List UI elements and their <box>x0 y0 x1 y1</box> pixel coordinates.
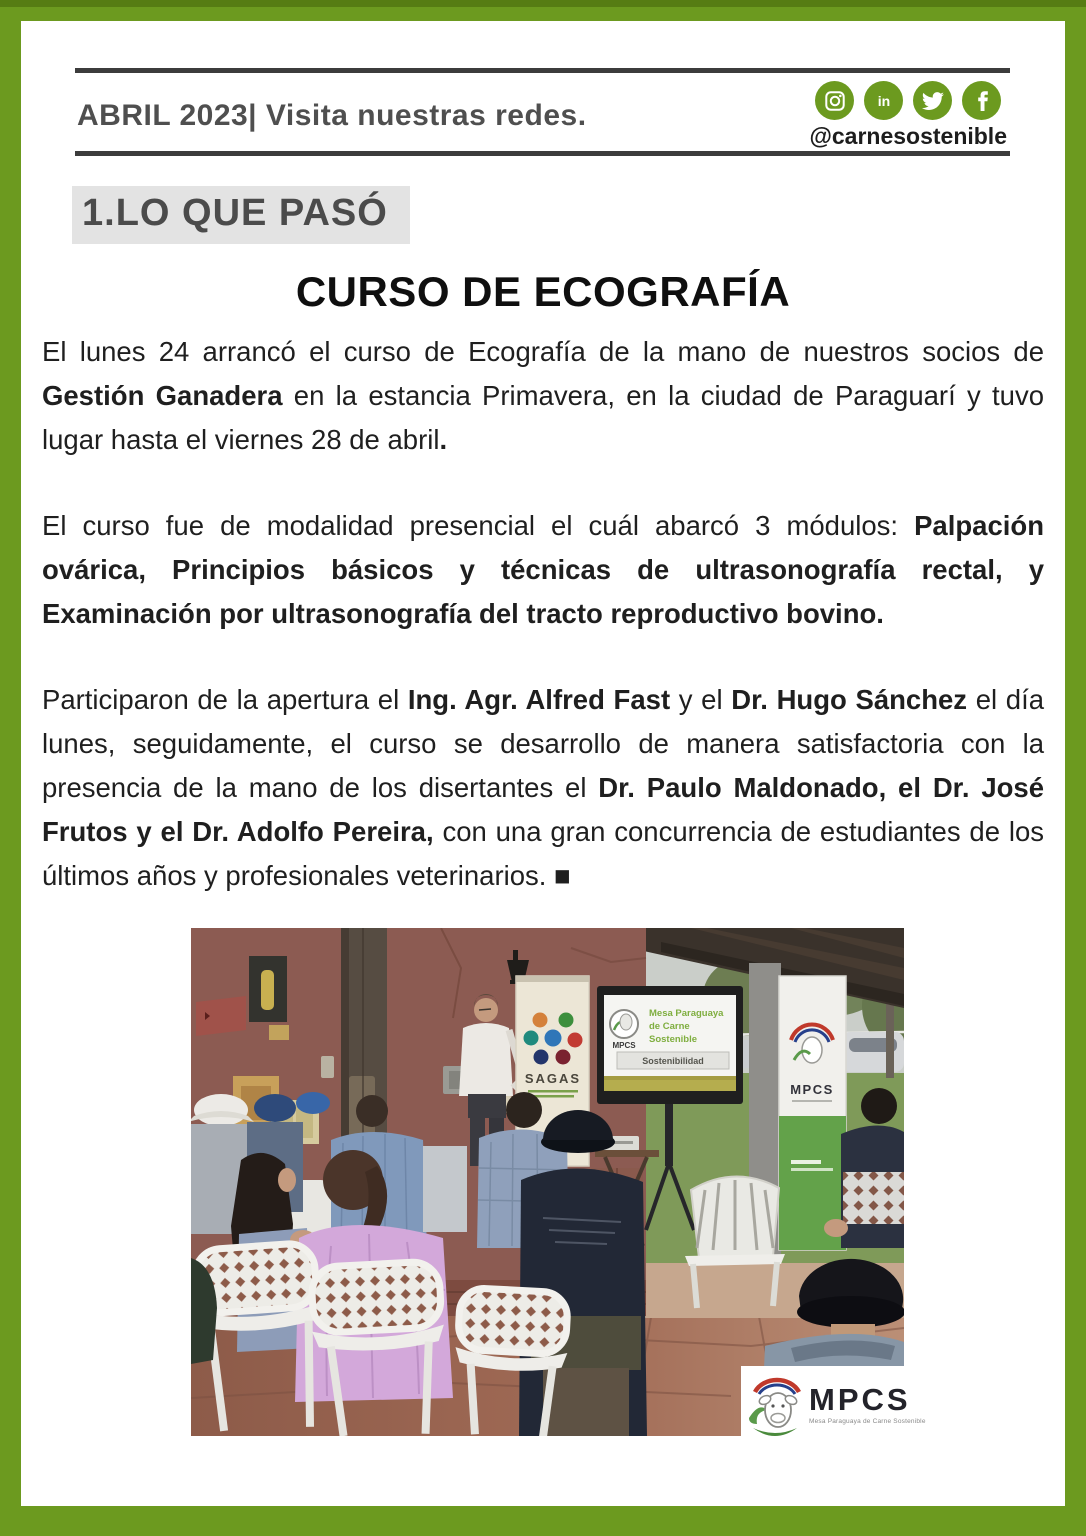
facebook-icon[interactable] <box>962 81 1001 120</box>
mpcs-badge-tagline: Mesa Paraguaya de Carne Sostenible <box>809 1418 926 1425</box>
svg-text:Mesa Paraguaya: Mesa Paraguaya <box>649 1008 724 1019</box>
slide-logo-label: MPCS <box>612 1041 636 1050</box>
header-rule-bottom <box>75 151 1010 156</box>
event-photo <box>191 928 926 1436</box>
slide-logo <box>610 1010 638 1050</box>
social-handle: @carnesostenible <box>809 123 1007 149</box>
mpcs-cow-logo <box>745 1370 807 1440</box>
sagas-banner-label: SAGAS <box>524 1071 582 1086</box>
slide-label: Sostenibilidad <box>642 1056 704 1066</box>
svg-text:de Carne: de Carne <box>649 1021 690 1032</box>
article-title: CURSO DE ECOGRAFÍA <box>295 268 791 315</box>
social-icons <box>815 81 1001 120</box>
social-block <box>809 81 1007 150</box>
mpcs-badge-label: MPCS <box>809 1382 911 1417</box>
svg-text:Sostenible: Sostenible <box>649 1034 698 1045</box>
paragraph-3: Participaron de la apertura el Ing. Agr. Alfred Fast y el Dr. Hugo Sánchez el día lunes, seguidamente, el curso se desarrollo de manera satisfactoria con la presencia de la mano de los disertantes el Dr. Paulo Maldonado, el Dr. José Frutos y el Dr. Adolfo Pereira, con una gran concurrencia de estudiantes de los últimos años y profesionales veterinarios. ■ <box>42 684 1045 891</box>
frame-top-accent <box>0 0 1086 7</box>
svg-text:in: in <box>877 92 890 109</box>
mpcs-banner-label: MPCS <box>790 1082 834 1097</box>
header-title: ABRIL 2023| Visita nuestras redes. <box>77 99 587 132</box>
section-label: 1.LO QUE PASÓ <box>72 186 410 244</box>
page-content <box>21 21 1065 1506</box>
twitter-icon[interactable] <box>913 81 952 120</box>
instagram-icon[interactable] <box>815 81 854 120</box>
paragraph-2: El curso fue de modalidad presencial el cuál abarcó 3 módulos: Palpación ovárica, Principios básicos y técnicas de ultrasonografía rectal, y Examinación por ultrasonografía del tracto reproductivo bovino. <box>42 510 1044 629</box>
mpcs-badge <box>741 1366 926 1444</box>
event-photo-scene <box>191 928 904 1436</box>
header <box>21 73 1065 147</box>
linkedin-icon[interactable] <box>864 81 903 120</box>
paragraph-1: El lunes 24 arrancó el curso de Ecografía de la mano de nuestros socios de Gestión Ganadera en la estancia Primavera, en la ciudad de Paraguarí y tuvo lugar hasta el viernes 28 de abril. <box>42 336 1044 455</box>
